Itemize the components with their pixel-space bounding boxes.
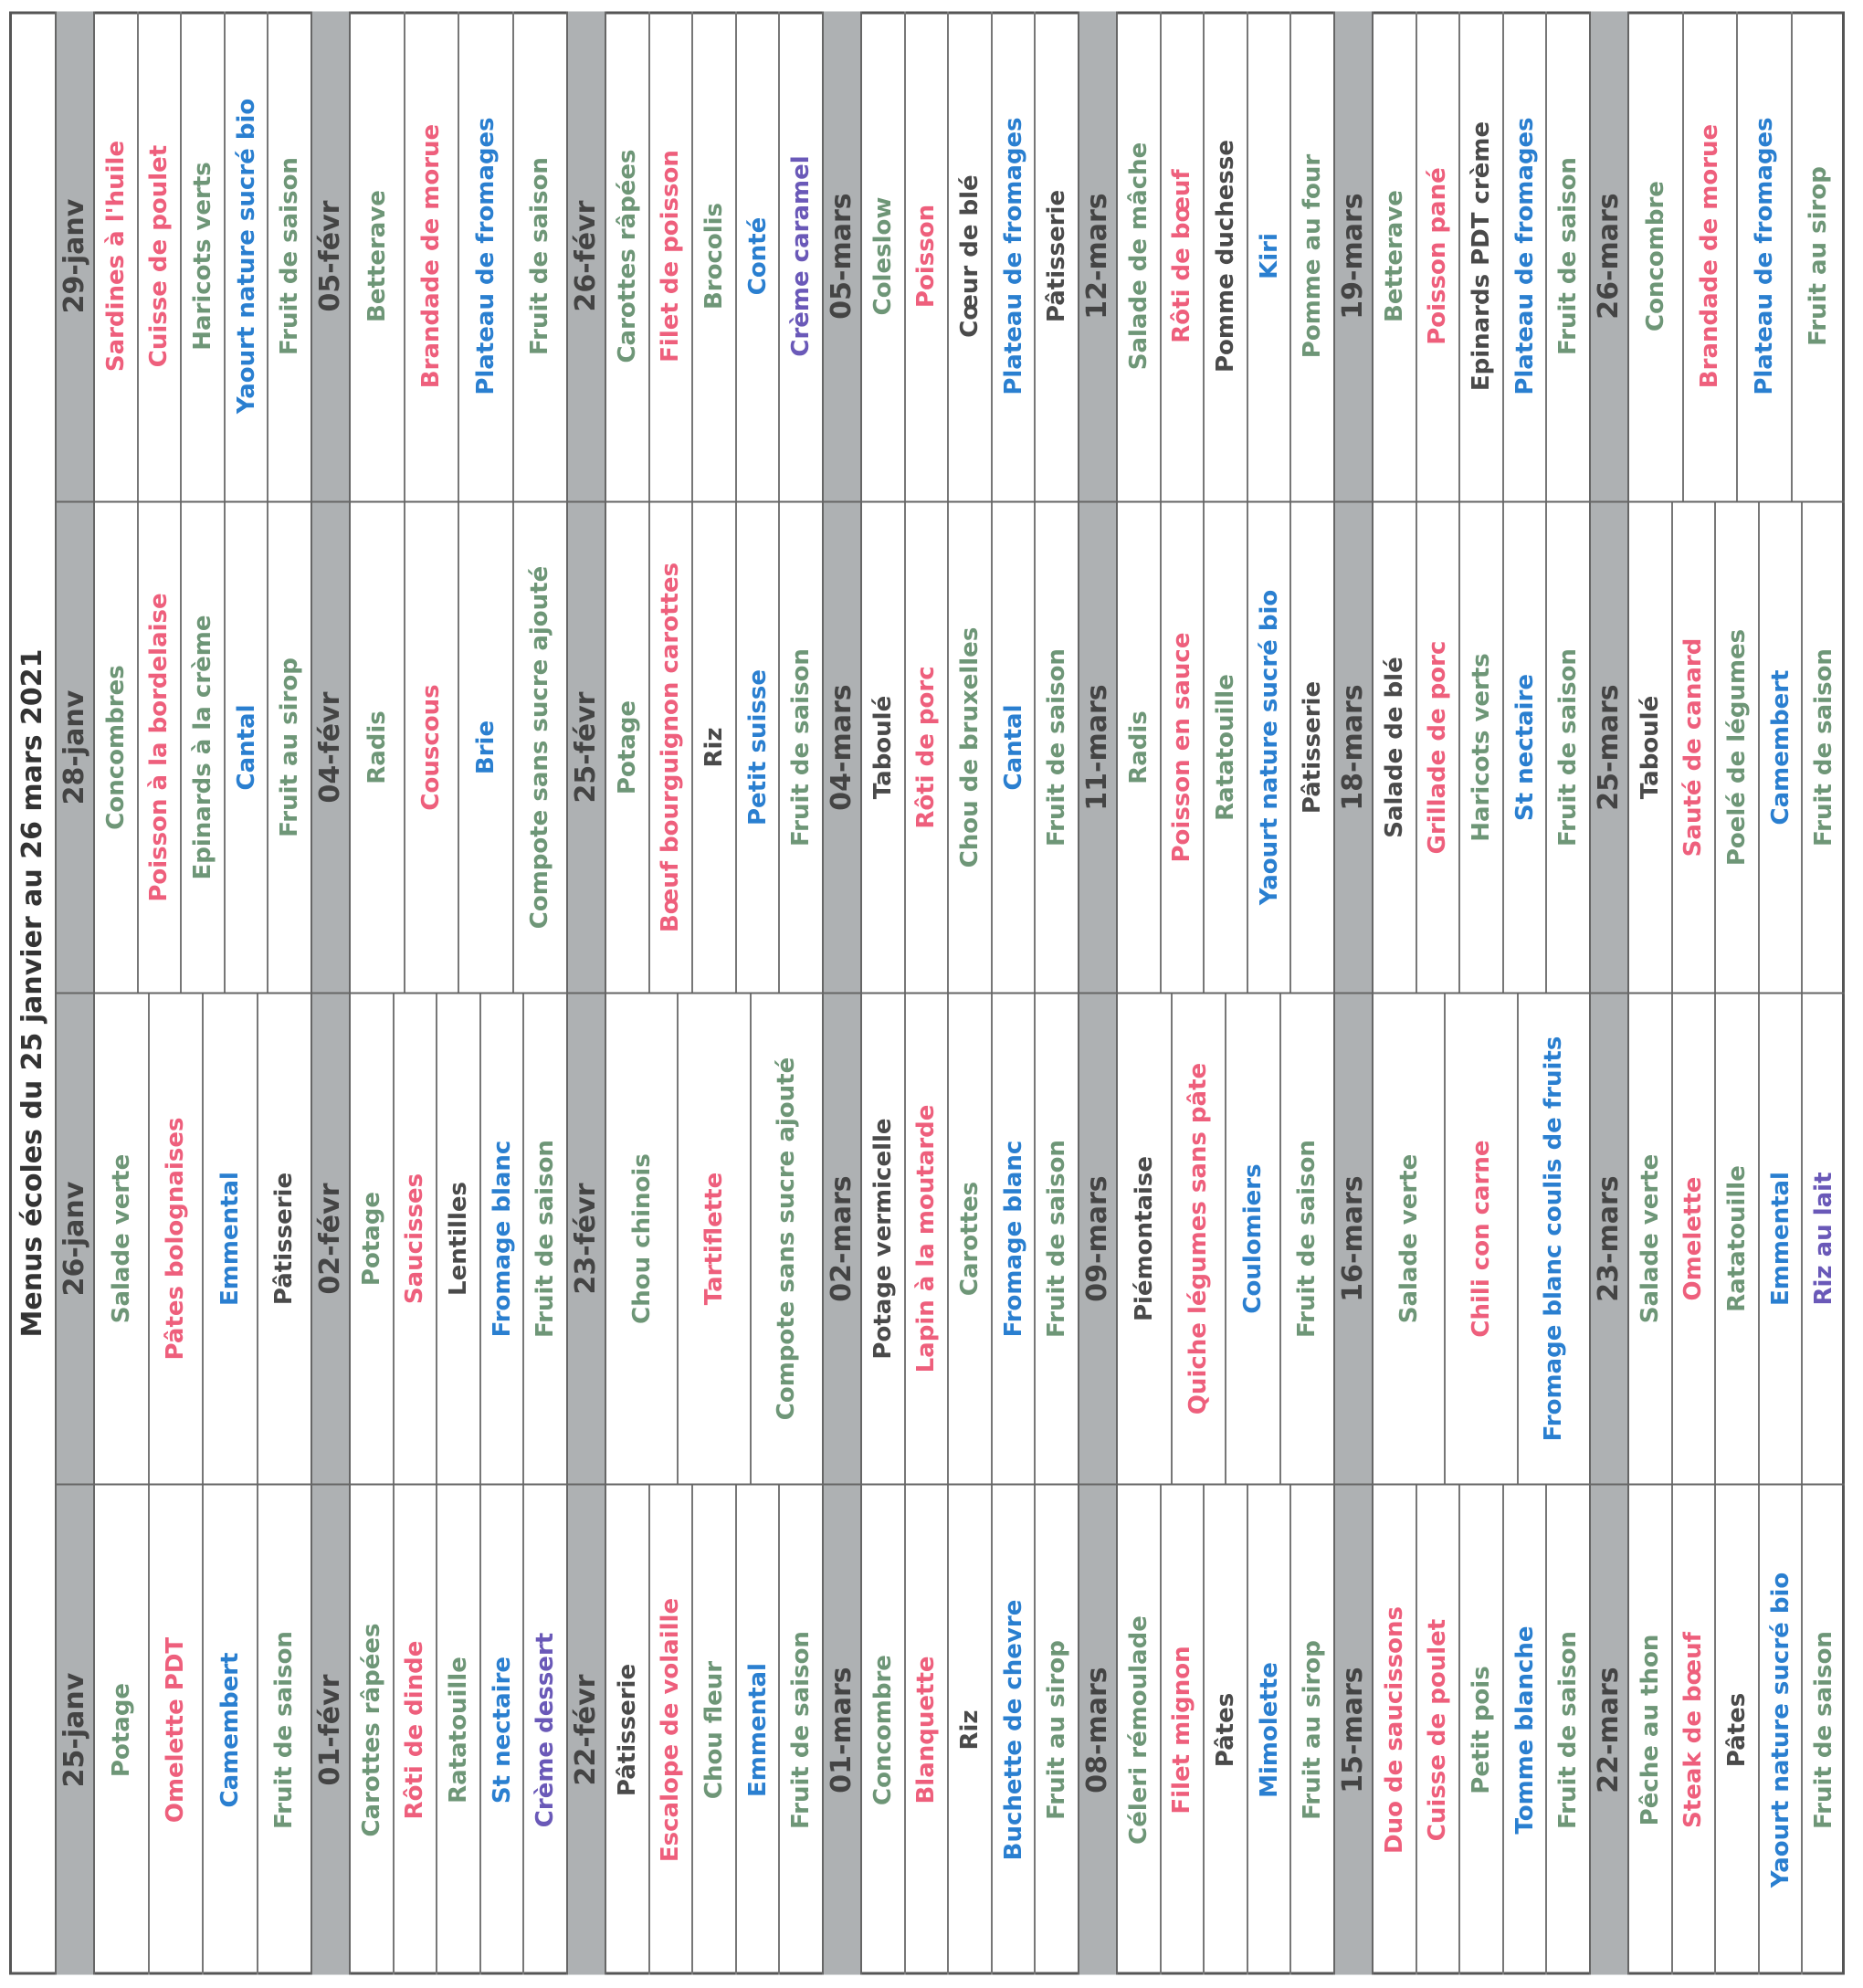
day-column xyxy=(312,994,566,1486)
menu-item: Salade verte xyxy=(1374,994,1446,1484)
menu-item: Coulomiers xyxy=(1226,994,1281,1484)
menu-item: Carottes xyxy=(949,994,993,1484)
menu-item: Fruit de saison xyxy=(276,157,304,355)
menu-item: Emmental xyxy=(737,1486,781,1975)
menu-item: Couscous xyxy=(405,503,460,993)
day-menu xyxy=(95,503,310,993)
day-date-header: 04-mars xyxy=(824,503,862,993)
menu-item: Ratatouille xyxy=(1716,994,1760,1484)
menu-item: Bœuf bourguignon carottes xyxy=(650,503,694,993)
menu-item: St nectaire xyxy=(1504,503,1548,993)
day-column xyxy=(824,503,1078,994)
day-column xyxy=(312,1486,566,1975)
menu-item: Cuisse de poulet xyxy=(139,12,183,501)
day-menu xyxy=(1118,994,1333,1484)
day-column xyxy=(1079,503,1333,994)
menu-item: Pomme duchesse xyxy=(1205,12,1248,501)
week-row xyxy=(822,12,1078,1975)
menu-item: Fruit de saison xyxy=(787,648,816,847)
menu-item: St nectaire xyxy=(481,1486,525,1975)
menu-item: Rôti de dinde xyxy=(395,1486,438,1975)
week-row xyxy=(55,12,310,1975)
menu-item: Fruit de saison xyxy=(1554,1631,1583,1829)
day-date-header: 23-mars xyxy=(1591,994,1629,1484)
menu-item: Pâtisserie xyxy=(606,1486,650,1975)
menu-item: Brie xyxy=(459,503,514,993)
menu-item: Sardines à l'huile xyxy=(95,12,139,501)
menu-item: Duo de saucissons xyxy=(1374,1486,1417,1975)
menu-item: Yaourt nature sucré bio xyxy=(1248,503,1292,993)
menu-item: Escalope de volaille xyxy=(650,1486,694,1975)
menu-item: Fruit de saison xyxy=(532,1140,560,1338)
menu-item: Brocolis xyxy=(693,12,737,501)
menu-item: Salade verte xyxy=(1629,994,1673,1484)
day-date-header: 12-mars xyxy=(1079,12,1118,501)
menu-item: Chou de bruxelles xyxy=(949,503,993,993)
menu-item: Steak de bœuf xyxy=(1673,1486,1717,1975)
menu-item: Tomme blanche xyxy=(1504,1486,1548,1975)
menu-item: Rôti de bœuf xyxy=(1162,12,1205,501)
menu-item: Radis xyxy=(351,503,405,993)
menu-item: Fruit au sirop xyxy=(276,657,304,837)
day-menu xyxy=(95,994,310,1484)
day-column xyxy=(1335,994,1589,1486)
page-title: Menus écoles du 25 janvier au 26 mars 2021 xyxy=(16,648,48,1338)
day-menu xyxy=(606,12,822,501)
day-column xyxy=(57,1486,310,1975)
day-date-header: 19-mars xyxy=(1335,12,1374,501)
menu-item: Fruit de saison xyxy=(526,157,554,355)
day-menu xyxy=(95,1486,310,1975)
day-menu xyxy=(1374,503,1589,993)
menu-item: Chili con carne xyxy=(1446,994,1518,1484)
day-menu xyxy=(606,1486,822,1975)
week-row xyxy=(1589,12,1845,1975)
menu-item: Pâtisserie xyxy=(1299,680,1327,815)
menu-item: Fruit au sirop xyxy=(1805,166,1833,346)
menu-item: Fruit au sirop xyxy=(1299,1640,1327,1820)
menu-item: Pâtes xyxy=(1716,1486,1760,1975)
day-date-header: 25-janv xyxy=(57,1486,95,1975)
menu-item: Grillade de porc xyxy=(1417,503,1461,993)
menu-item: Concombre xyxy=(862,1486,906,1975)
menu-item: Cuisse de poulet xyxy=(1417,1486,1461,1975)
day-column xyxy=(824,12,1078,503)
menu-item: Fruit de saison xyxy=(1293,1140,1321,1338)
day-date-header: 01-févr xyxy=(312,1486,351,1975)
menu-item: Fruit de saison xyxy=(1043,648,1071,847)
menu-item: Petit pois xyxy=(1460,1486,1504,1975)
day-date-header: 25-févr xyxy=(568,503,606,993)
menu-item: Yaourt nature sucré bio xyxy=(226,12,269,501)
day-date-header: 22-févr xyxy=(568,1486,606,1975)
day-date-header: 05-févr xyxy=(312,12,351,501)
day-date-header: 01-mars xyxy=(824,1486,862,1975)
day-date-header: 09-mars xyxy=(1079,994,1118,1484)
menu-item: Potage xyxy=(606,503,650,993)
menu-item: Plateau de fromages xyxy=(1504,12,1548,501)
day-date-header: 11-mars xyxy=(1079,503,1118,993)
menu-item: Pêche au thon xyxy=(1629,1486,1673,1975)
menu-item: Camembert xyxy=(204,1486,258,1975)
day-date-header: 18-mars xyxy=(1335,503,1374,993)
day-menu xyxy=(862,503,1078,993)
menu-item: Radis xyxy=(1118,503,1162,993)
day-menu xyxy=(1629,994,1845,1484)
day-column xyxy=(1335,503,1589,994)
day-date-header: 29-janv xyxy=(57,12,95,501)
menu-item: Potage vermicelle xyxy=(862,994,906,1484)
menu-item: Potage xyxy=(95,1486,150,1975)
day-column xyxy=(1335,1486,1589,1975)
menu-item: Lentilles xyxy=(437,994,481,1484)
menu-item: Fruit au sirop xyxy=(1043,1640,1071,1820)
menu-item: Haricots verts xyxy=(182,12,226,501)
day-menu xyxy=(862,1486,1078,1975)
menu-item: Coleslow xyxy=(862,12,906,501)
menu-item: Quiche légumes sans pâte xyxy=(1173,994,1227,1484)
day-column xyxy=(312,503,566,994)
menu-item: Poisson xyxy=(906,12,950,501)
menu-item: Potage xyxy=(351,994,395,1484)
day-date-header: 22-mars xyxy=(1591,1486,1629,1975)
menu-item: Fruit de saison xyxy=(1810,1631,1838,1829)
menu-item: Fromage blanc xyxy=(481,994,525,1484)
menu-item: Betterave xyxy=(351,12,405,501)
menu-item: Buchette de chevre xyxy=(993,1486,1037,1975)
day-column xyxy=(57,994,310,1486)
day-menu xyxy=(351,994,566,1484)
menu-item: Plateau de fromages xyxy=(459,12,514,501)
menu-item: Fruit de saison xyxy=(1554,157,1583,355)
menu-item: Salade de mâche xyxy=(1118,12,1162,501)
menu-item: Brandade de morue xyxy=(1684,12,1739,501)
day-menu xyxy=(1374,1486,1589,1975)
menu-item: Omelette PDT xyxy=(150,1486,205,1975)
menu-item: Pâtes bolognaises xyxy=(150,994,205,1484)
menu-item: Concombres xyxy=(95,503,139,993)
day-date-header: 26-janv xyxy=(57,994,95,1484)
day-menu xyxy=(862,12,1078,501)
menu-item: Riz xyxy=(693,503,737,993)
day-menu xyxy=(351,12,566,501)
week-row xyxy=(1333,12,1589,1975)
day-date-header: 04-févr xyxy=(312,503,351,993)
menu-item: Cœur de blé xyxy=(949,12,993,501)
day-menu xyxy=(606,503,822,993)
menu-item: Emmental xyxy=(204,994,258,1484)
menu-item: Taboulé xyxy=(862,503,906,993)
menu-item: Pâtes xyxy=(1205,1486,1248,1975)
menu-item: Petit suisse xyxy=(737,503,781,993)
menu-item: Epinards PDT crème xyxy=(1460,12,1504,501)
menu-item: Rôti de porc xyxy=(906,503,950,993)
menu-item: Cantal xyxy=(226,503,269,993)
menu-item: Carottes râpées xyxy=(351,1486,395,1975)
week-row xyxy=(566,12,822,1975)
menu-item: Pâtisserie xyxy=(1043,189,1071,323)
day-date-header: 26-mars xyxy=(1591,12,1629,501)
menu-item: Crème caramel xyxy=(787,155,816,357)
day-date-header: 23-févr xyxy=(568,994,606,1484)
day-menu xyxy=(1629,1486,1845,1975)
menu-item: Chou fleur xyxy=(693,1486,737,1975)
menu-item: Taboulé xyxy=(1629,503,1673,993)
day-menu xyxy=(351,1486,566,1975)
menu-item: Fruit de saison xyxy=(1554,648,1583,847)
menu-item: Pâtisserie xyxy=(270,1172,299,1306)
day-column xyxy=(1079,12,1333,503)
menu-item: Mimolette xyxy=(1248,1486,1292,1975)
day-column xyxy=(312,12,566,503)
day-menu xyxy=(606,994,822,1484)
menu-item: Epinards à la crème xyxy=(182,503,226,993)
day-column xyxy=(568,12,822,503)
menu-item: Haricots verts xyxy=(1460,503,1504,993)
day-column xyxy=(57,503,310,994)
day-column xyxy=(1079,994,1333,1486)
day-date-header: 25-mars xyxy=(1591,503,1629,993)
day-date-header: 02-févr xyxy=(312,994,351,1484)
day-menu xyxy=(1118,503,1333,993)
day-date-header: 08-mars xyxy=(1079,1486,1118,1975)
menu-item: Poisson à la bordelaise xyxy=(139,503,183,993)
menu-item: Conté xyxy=(737,12,781,501)
day-menu xyxy=(1629,503,1845,993)
week-row xyxy=(1078,12,1333,1975)
menu-item: Fromage blanc xyxy=(993,994,1037,1484)
day-date-header: 28-janv xyxy=(57,503,95,993)
menu-item: Carottes râpées xyxy=(606,12,650,501)
menu-item: Sauté de canard xyxy=(1673,503,1717,993)
day-date-header: 26-févr xyxy=(568,12,606,501)
menu-item: Ratatouille xyxy=(437,1486,481,1975)
menu-item: Filet mignon xyxy=(1162,1486,1205,1975)
day-date-header: 05-mars xyxy=(824,12,862,501)
menu-item: Compote sans sucre ajouté xyxy=(773,1057,801,1421)
day-column xyxy=(1591,994,1845,1486)
menu-item: Lapin à la moutarde xyxy=(906,994,950,1484)
day-column xyxy=(1591,503,1845,994)
menu-item: Blanquette xyxy=(906,1486,950,1975)
menu-item: Saucisses xyxy=(395,994,438,1484)
menu-item: Brandade de morue xyxy=(405,12,460,501)
day-date-header: 15-mars xyxy=(1335,1486,1374,1975)
menu-item: Poisson en sauce xyxy=(1162,503,1205,993)
day-menu xyxy=(1374,994,1589,1484)
menu-item: Crème dessert xyxy=(532,1632,560,1828)
day-menu xyxy=(1118,1486,1333,1975)
menu-item: Riz xyxy=(949,1486,993,1975)
day-column xyxy=(568,1486,822,1975)
menu-item: Kiri xyxy=(1248,12,1292,501)
day-column xyxy=(824,994,1078,1486)
menu-item: Salade de blé xyxy=(1374,503,1417,993)
menu-grid xyxy=(55,12,1845,1975)
menu-item: Céleri rémoulade xyxy=(1118,1486,1162,1975)
day-menu xyxy=(1629,12,1845,501)
day-column xyxy=(824,1486,1078,1975)
day-column xyxy=(568,503,822,994)
menu-item: Riz au lait xyxy=(1810,1172,1838,1306)
day-menu xyxy=(95,12,310,501)
day-menu xyxy=(862,994,1078,1484)
menu-item: Plateau de fromages xyxy=(993,12,1037,501)
menu-item: Chou chinois xyxy=(606,994,679,1484)
day-date-header: 16-mars xyxy=(1335,994,1374,1484)
menu-item: Betterave xyxy=(1374,12,1417,501)
menu-item: Filet de poisson xyxy=(650,12,694,501)
day-date-header: 02-mars xyxy=(824,994,862,1484)
day-column xyxy=(1335,12,1589,503)
menu-item: Camembert xyxy=(1760,503,1804,993)
menu-item: Omelette xyxy=(1673,994,1717,1484)
day-column xyxy=(568,994,822,1486)
day-column xyxy=(1591,1486,1845,1975)
menu-item: Salade verte xyxy=(95,994,150,1484)
menu-item: Compote sans sucre ajouté xyxy=(526,565,554,930)
menu-item: Concombre xyxy=(1629,12,1684,501)
menu-item: Pomme au four xyxy=(1299,153,1327,359)
menu-item: Ratatouille xyxy=(1205,503,1248,993)
menu-item: Cantal xyxy=(993,503,1037,993)
day-menu xyxy=(1374,12,1589,501)
menu-item: Plateau de fromages xyxy=(1738,12,1793,501)
menu-item: Tartiflette xyxy=(679,994,751,1484)
menu-item: Poelé de légumes xyxy=(1716,503,1760,993)
menu-item: Fruit de saison xyxy=(270,1631,299,1829)
day-column xyxy=(1591,12,1845,503)
menu-item: Yaourt nature sucré bio xyxy=(1760,1486,1804,1975)
day-column xyxy=(1079,1486,1333,1975)
menu-item: Fruit de saison xyxy=(1043,1140,1071,1338)
menu-item: Fromage blanc coulis de fruits xyxy=(1540,1036,1568,1442)
menu-item: Piémontaise xyxy=(1118,994,1173,1484)
menu-item: Fruit de saison xyxy=(787,1631,816,1829)
day-column xyxy=(57,12,310,503)
menu-item: Emmental xyxy=(1760,994,1804,1484)
day-menu xyxy=(351,503,566,993)
week-row xyxy=(310,12,566,1975)
day-menu xyxy=(1118,12,1333,501)
menu-item: Poisson pané xyxy=(1417,12,1461,501)
menu-item: Fruit de saison xyxy=(1810,648,1838,847)
